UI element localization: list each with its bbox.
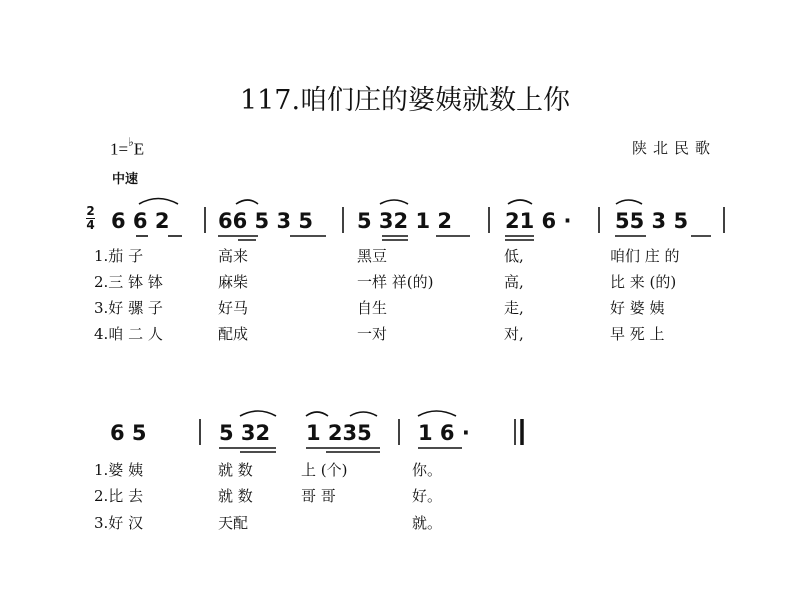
lyric-v1-m7b: 上 (个) (301, 461, 348, 479)
lyric-v2-m7a: 就 数 (218, 487, 253, 505)
measure-2-notes: 66 5 3 5 (218, 209, 313, 233)
lyric-v3-m6: 3.好 汉 (94, 514, 144, 532)
key-letter: E (133, 139, 145, 159)
lyric-v3-m7a: 天配 (218, 514, 249, 532)
slur (616, 200, 642, 204)
lyric-v3-m3: 自生 (357, 299, 388, 317)
song-source: 陕北民歌 (632, 139, 717, 157)
lyric-v4-m1: 4.咱 二 人 (94, 325, 163, 343)
lyric-v2-m2: 麻柴 (218, 273, 249, 291)
measure-7a-notes: 5 32 (219, 421, 271, 445)
measure-3-notes: 5 32 1 2 (357, 209, 452, 233)
lyric-v3-m1: 3.好 骡 子 (94, 299, 163, 317)
lyric-v2-m6: 2.比 去 (94, 487, 144, 505)
lyric-v1-m5: 咱们 庄 的 (610, 247, 680, 265)
lyric-v3-m2: 好马 (218, 299, 249, 317)
slur (418, 411, 456, 416)
measure-4-notes: 21 6 · (505, 209, 572, 233)
lyric-v4-m2: 配成 (218, 325, 249, 343)
lyric-v3-m4: 走, (504, 299, 524, 317)
slur (350, 412, 377, 416)
lyric-v2-m1: 2.三 钵 钵 (94, 273, 163, 291)
measure-7b-notes: 1 235 (306, 421, 372, 445)
lyric-v1-m4: 低, (504, 247, 524, 265)
slur (139, 199, 178, 205)
page-title: 117.咱们庄的婆姨就数上你 (239, 85, 571, 116)
flat-symbol: ♭ (128, 135, 134, 149)
lyric-v1-m1: 1.茄 子 (94, 247, 144, 265)
slur (508, 200, 532, 204)
lyric-v1-m3: 黑豆 (357, 247, 388, 265)
slur (236, 200, 258, 204)
lyric-v2-m7b: 哥 哥 (301, 487, 336, 505)
time-sig-top: 2 (86, 204, 95, 218)
measure-6-notes: 6 5 (110, 421, 147, 445)
slur (380, 200, 408, 204)
measure-8-notes: 1 6 · (418, 421, 470, 445)
lyric-v3-m5: 好 婆 姨 (610, 299, 665, 317)
lyric-v2-m5: 比 来 (的) (610, 273, 677, 291)
lyric-v1-m6: 1.婆 姨 (94, 461, 144, 479)
lyric-v3-m8: 就。 (412, 514, 443, 532)
lyric-v1-m2: 高来 (218, 247, 249, 265)
lyric-v4-m3: 一对 (357, 325, 388, 343)
lyric-v2-m3: 一样 祥(的) (357, 273, 434, 291)
lyric-v4-m4: 对, (504, 325, 524, 343)
lyric-v2-m4: 高, (504, 273, 524, 291)
tempo-marking: 中速 (112, 172, 139, 187)
measure-1-notes: 6 6 2 (111, 209, 170, 233)
lyric-v1-m7a: 就 数 (218, 461, 253, 479)
time-sig-bottom: 4 (86, 218, 95, 232)
lyric-v1-m8: 你。 (412, 461, 443, 479)
lyric-v2-m8: 好。 (412, 487, 443, 505)
measure-5-notes: 55 3 5 (615, 209, 689, 233)
slur (306, 412, 328, 416)
slur (240, 411, 276, 416)
lyric-v4-m5: 早 死 上 (610, 325, 665, 343)
key-prefix: 1= (110, 139, 129, 159)
